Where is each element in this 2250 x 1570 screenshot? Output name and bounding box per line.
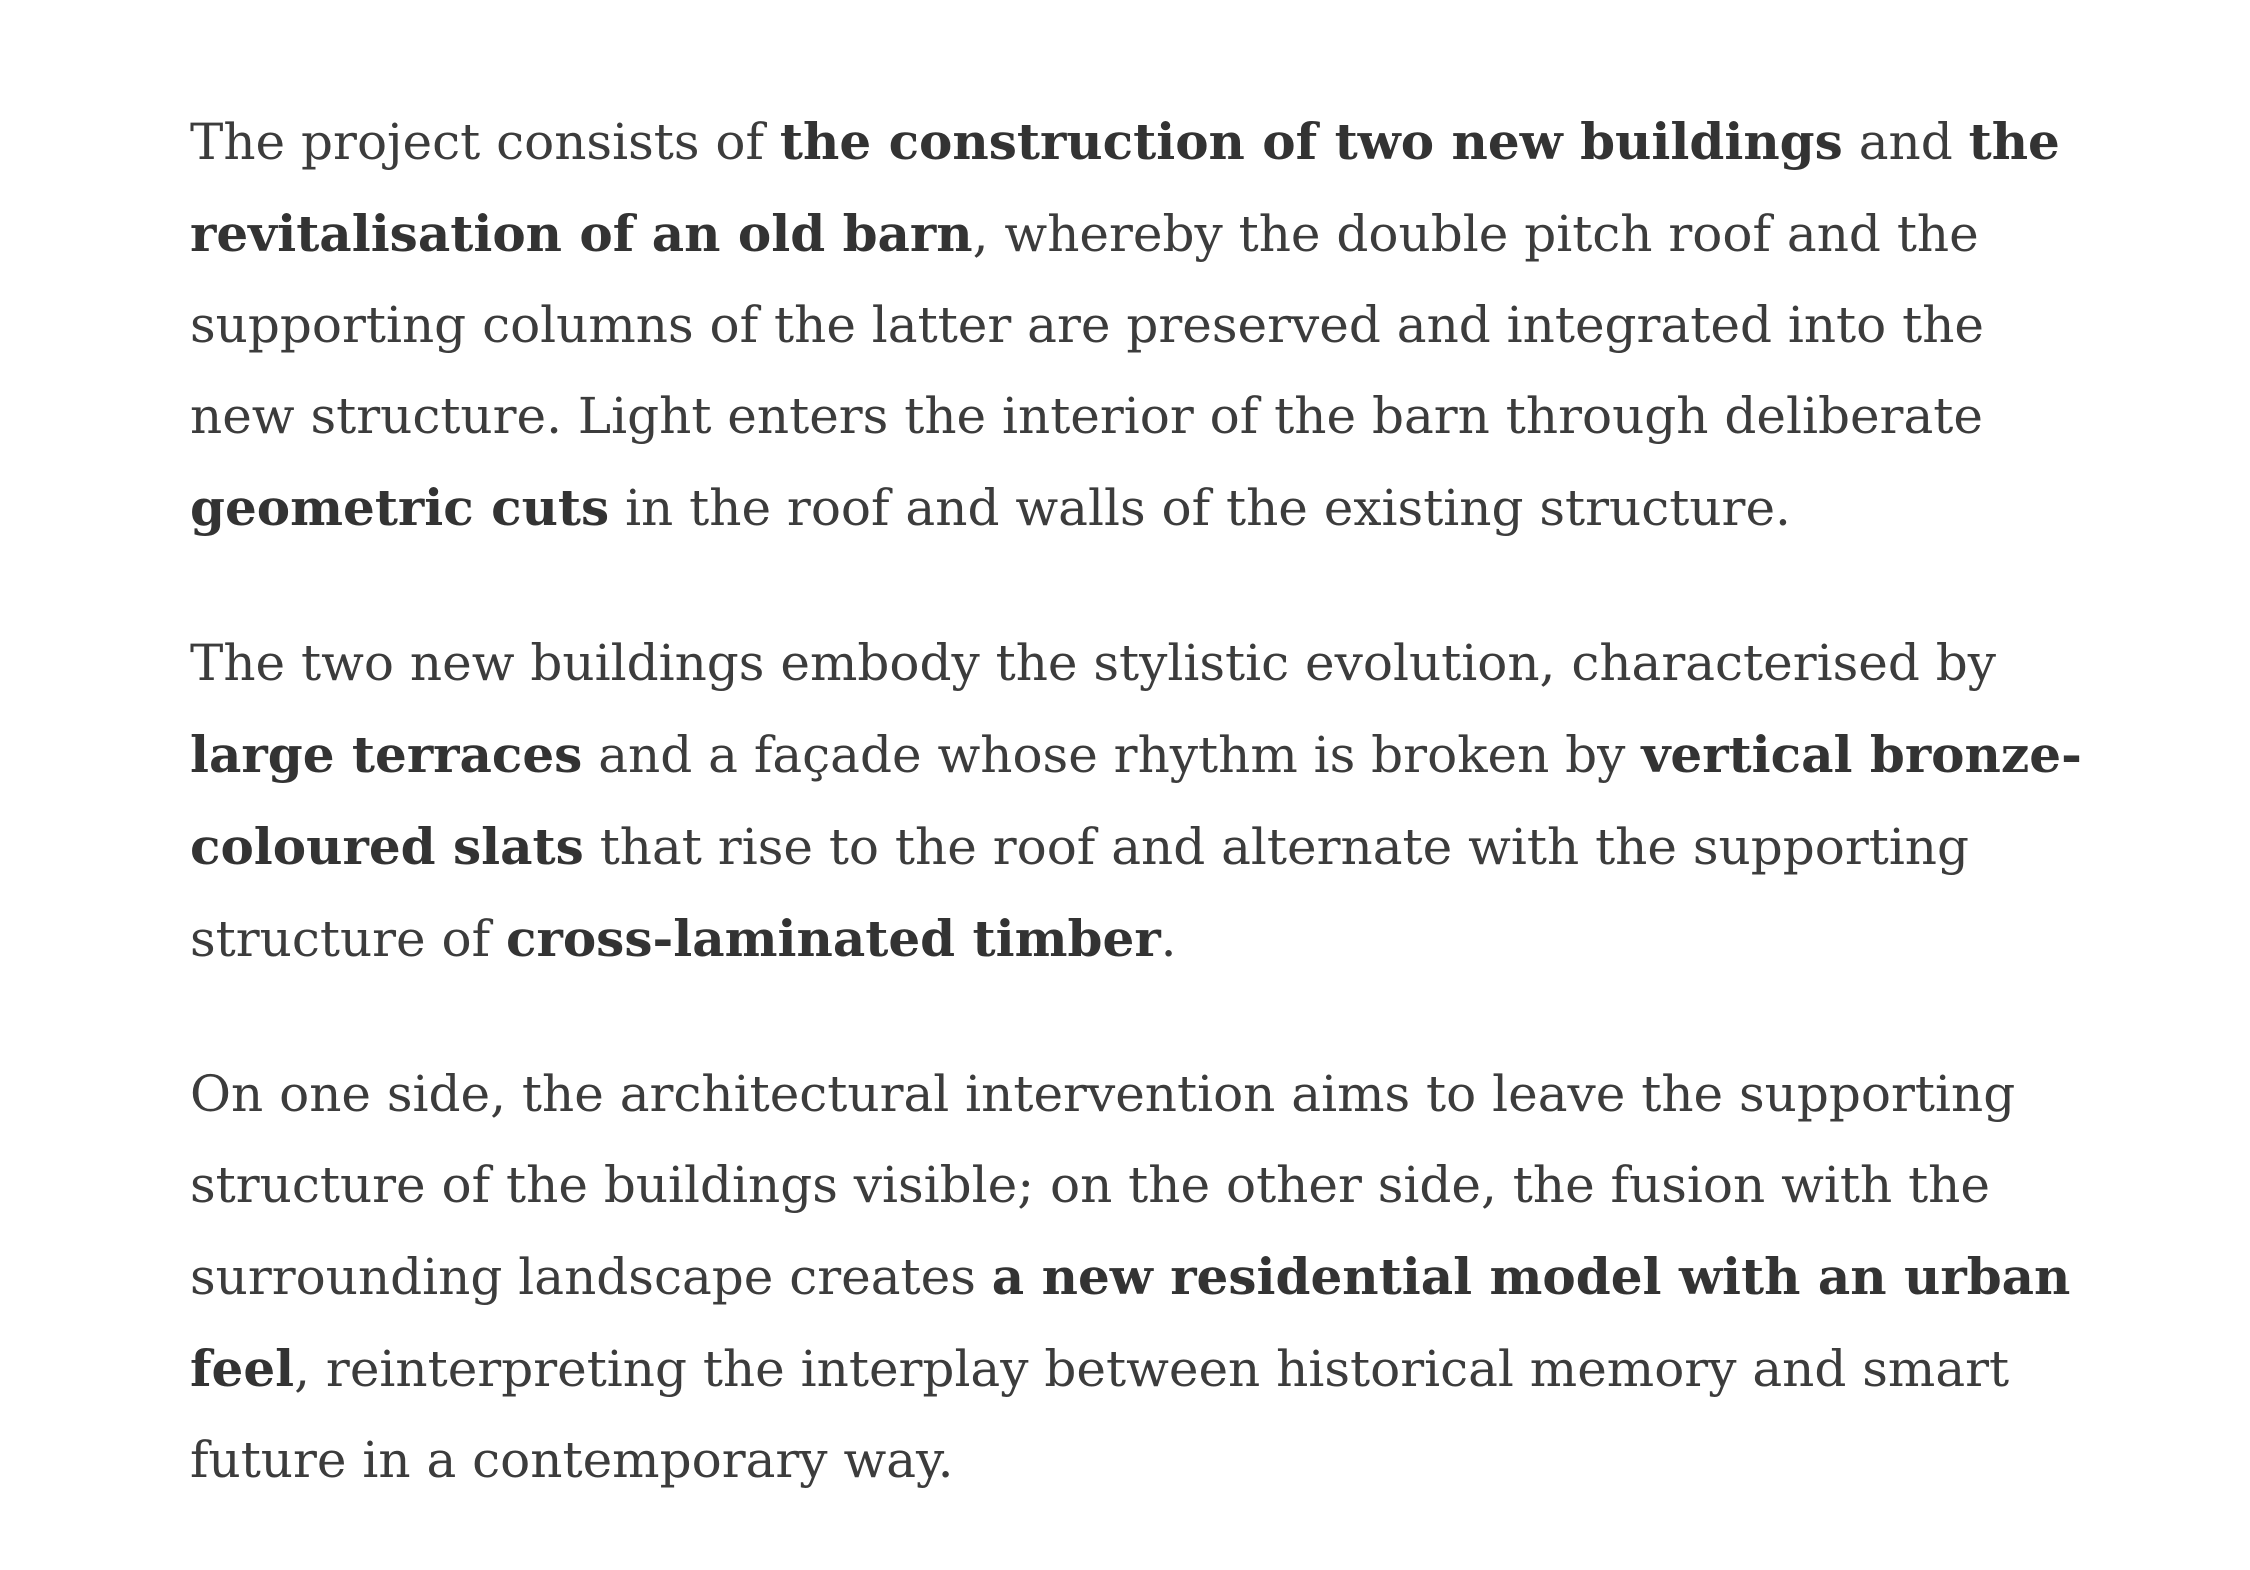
text-segment: On one side, the architectural intervention aims to leave the supporting structure of the buildings visible; on the other side, the fusion with the surrounding landscape creates [190,1065,2016,1306]
text-segment: . [1160,910,1177,968]
bold-text-segment: large terraces [190,725,583,784]
text-segment: The two new buildings embody the stylistic evolution, characterised by [190,634,1997,692]
text-segment: that rise to the roof and alternate with the supporting structure of [190,818,1970,968]
text-segment: and [1842,113,1969,171]
bold-text-segment: the revitalisation of an old barn [190,112,2060,263]
paragraph-3 [190,1049,2100,1506]
article-body [190,96,2100,1570]
bold-text-segment: cross-laminated timber [506,909,1161,968]
bold-text-segment: the construction of two new buildings [779,112,1843,171]
bold-text-segment: geometric cuts [190,478,610,537]
paragraph-1 [190,96,2100,554]
text-segment: and a façade whose rhythm is broken by [582,726,1642,784]
bold-text-segment: a new residential model with an urban feel [190,1247,2071,1398]
text-segment: , reinterpreting the interplay between historical memory and smart future in a contemporary way. [190,1340,2010,1489]
text-segment: The project consists of [190,113,780,171]
paragraph-2 [190,618,2100,985]
text-segment: , whereby the double pitch roof and the supporting columns of the latter are preserved and integrated into the new structure. Light enters the interior of the barn through deliberate [190,205,1985,445]
text-segment: in the roof and walls of the existing structure. [609,479,1791,537]
bold-text-segment: vertical bronze-coloured slats [190,725,2082,876]
